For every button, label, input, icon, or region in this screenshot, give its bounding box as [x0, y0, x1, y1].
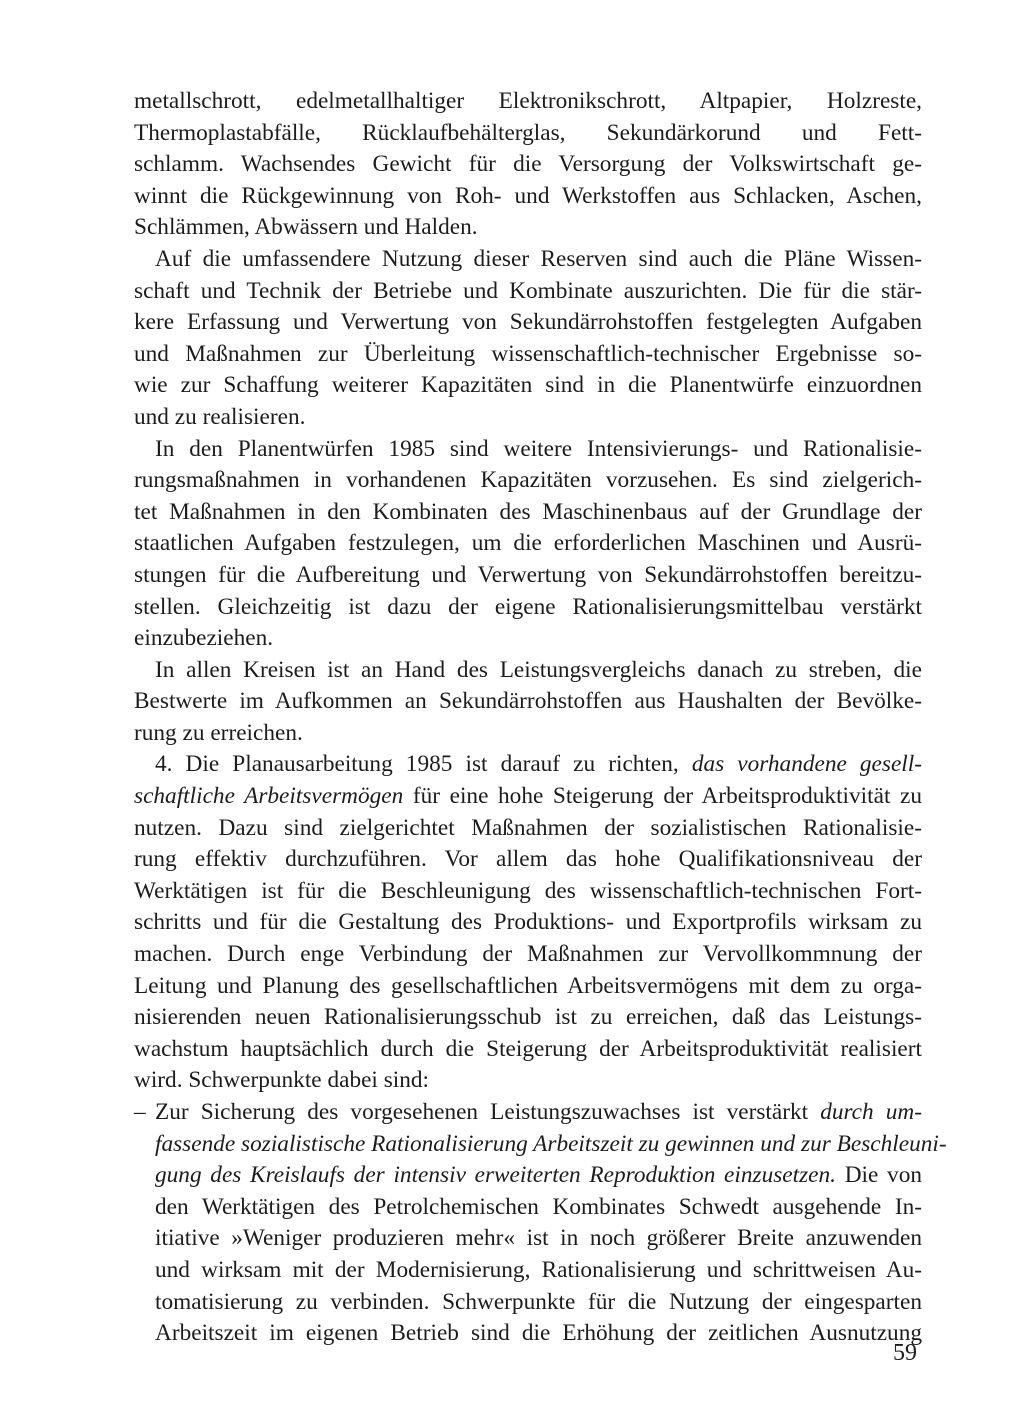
text-segment: Die von	[836, 1162, 922, 1189]
text-line: nisierenden neuen Rationalisierungsschub ist zu erreichen, daß das Leistungs-	[134, 1004, 922, 1031]
text-line: machen. Durch enge Verbindung der Maßnahmen zur Vervollkommnung der	[134, 941, 922, 968]
text-line: winnt die Rückgewinnung von Roh- und Werkstoffen aus Schlacken, Aschen,	[134, 182, 922, 209]
list-item	[134, 1097, 922, 1129]
text-segment: Zur Sicherung des vorgesehenen Leistungszuwachses ist verstärkt	[155, 1099, 821, 1125]
text-line: schritts und für die Gestaltung des Produktions- und Exportprofils wirksam zu	[134, 909, 922, 936]
text-line: wachstum hauptsächlich durch die Steigerung der Arbeitsproduktivität realisiert	[134, 1035, 922, 1062]
text-line: Bestwerte im Aufkommen an Sekundärrohstoffen aus Haushalten der Bevölke-	[134, 688, 922, 715]
emphasis-text: durch um-	[820, 1099, 922, 1125]
text-line: In allen Kreisen ist an Hand des Leistungsvergleichs danach zu streben, die	[155, 656, 922, 683]
text-line: und wirksam mit der Modernisierung, Rationalisierung und schrittweisen Au-	[155, 1256, 922, 1283]
emphasis-text: fassende sozialistische Rationalisierung Arbeitszeit zu gewinnen und zur Beschleuni-	[155, 1130, 947, 1157]
text-line: Arbeitszeit im eigenen Betrieb sind die Erhöhung der zeitlichen Ausnutzung	[155, 1320, 922, 1347]
text-line: staatlichen Aufgaben festzulegen, um die erforderlichen Maschinen und Ausrü-	[134, 530, 922, 557]
text-segment: 4. Die Planausarbeitung 1985 ist darauf zu richten,	[155, 751, 692, 778]
text-line: wie zur Schaffung weiterer Kapazitäten sind in die Planentwürfe einzuordnen	[134, 372, 922, 399]
text-line: Thermoplastabfälle, Rücklaufbehälterglas, Sekundärkorund und Fett-	[134, 119, 922, 146]
text-line: schaft und Technik der Betriebe und Kombinate auszurichten. Die für die stär-	[134, 277, 922, 304]
text-line: In den Planentwürfen 1985 sind weitere Intensivierungs- und Rationalisie-	[155, 435, 922, 462]
text-line: den Werktätigen des Petrolchemischen Kombinates Schwedt ausgehende In-	[155, 1193, 922, 1220]
text-line: rung effektiv durchzuführen. Vor allem das hohe Qualifikationsniveau der	[134, 846, 922, 873]
text-line: einzubeziehen.	[134, 625, 274, 652]
text-line: schlamm. Wachsendes Gewicht für die Versorgung der Volkswirtschaft ge-	[134, 151, 922, 178]
dash-bullet: –	[134, 1099, 146, 1125]
body-text	[134, 86, 947, 1350]
text-line: stungen für die Aufbereitung und Verwertung von Sekundärrohstoffen bereitzu-	[134, 561, 922, 588]
text-line: wird. Schwerpunkte dabei sind:	[134, 1067, 430, 1094]
text-line: itiative »Weniger produzieren mehr« ist in noch größerer Breite anzuwenden	[155, 1225, 922, 1252]
text-line: rung zu erreichen.	[134, 719, 303, 746]
text-line	[134, 781, 922, 813]
text-line: nutzen. Dazu sind zielgerichtet Maßnahmen der sozialistischen Rationalisie-	[134, 814, 922, 841]
text-line: Auf die umfassendere Nutzung dieser Reserven sind auch die Pläne Wissen-	[155, 245, 922, 272]
text-line: stellen. Gleichzeitig ist dazu der eigene Rationalisierungsmittelbau verstärkt	[134, 593, 922, 620]
emphasis-text: das vorhandene gesell-	[691, 751, 922, 778]
text-line: rungsmaßnahmen in vorhandenen Kapazitäten vorzusehen. Es sind zielgerich-	[134, 467, 922, 494]
text-line: kere Erfassung und Verwertung von Sekundärrohstoffen festgelegten Aufgaben	[134, 309, 922, 336]
text-line: tet Maßnahmen in den Kombinaten des Maschinenbaus auf der Grundlage der	[134, 498, 922, 525]
text-line: Leitung und Planung des gesellschaftlichen Arbeitsvermögens mit dem zu orga-	[134, 972, 922, 999]
text-line: tomatisierung zu verbinden. Schwerpunkte für die Nutzung der eingesparten	[155, 1288, 922, 1315]
emphasis-text: gung des Kreislaufs der intensiv erweiterten Reproduktion einzusetzen.	[155, 1162, 836, 1189]
text-line: Werktätigen ist für die Beschleunigung des wissenschaftlich-technischen Fort-	[134, 877, 922, 904]
page-number: 59	[893, 1340, 917, 1366]
text-segment: für eine hohe Steigerung der Arbeitsproduktivität zu	[403, 783, 923, 810]
text-line	[134, 1129, 947, 1161]
text-line: und zu realisieren.	[134, 403, 306, 430]
text-line: Schlämmen, Abwässern und Halden.	[134, 214, 478, 241]
emphasis-text: schaftliche Arbeitsvermögen	[134, 783, 404, 810]
text-line	[134, 1160, 922, 1192]
text-line: und Maßnahmen zur Überleitung wissenschaftlich-technischer Ergebnisse so-	[134, 340, 922, 367]
text-line: metallschrott, edelmetallhaltiger Elektronikschrott, Altpapier, Holzreste,	[134, 88, 922, 114]
text-line	[134, 749, 922, 781]
